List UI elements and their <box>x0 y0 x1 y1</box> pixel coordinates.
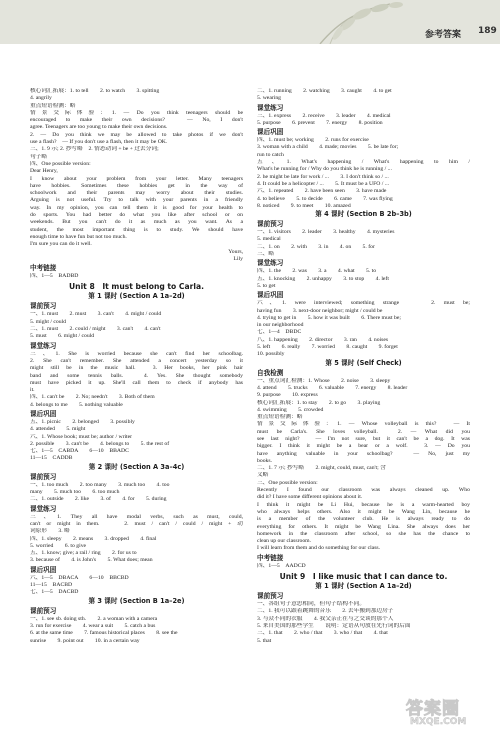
answer-line: 一、1. must 2. must 3. can't 4. might / could <box>30 311 162 318</box>
answer-line: 二、1. 我可以跟着跳舞的音乐 2. 去年搬到那边房子 <box>257 608 394 615</box>
answer-line: 四、1—5 BADBD <box>30 273 79 280</box>
answer-line: 5. wearing <box>257 95 282 102</box>
answer-line: 四、One possible version: <box>30 160 91 167</box>
answer-line: 4. swimming 5. crowded <box>257 406 324 413</box>
lesson-title: 第 2 课时 (Section A 3a–4c) <box>88 462 185 471</box>
answer-line: 三、1. She is worried because she can't find her schoolbag. <box>30 350 243 357</box>
answer-line: 一、1. too much 2. too many 3. much too 4. too <box>30 481 170 488</box>
answer-line: everything for others. It might be Wang Lina. She always does her <box>257 523 470 530</box>
section-heading: 课堂练习 <box>257 103 284 112</box>
answer-line: 三、1. They all have modal verbs, such as must, could, <box>30 513 243 520</box>
answer-line: 三、1. express 2. receive 3. leader 4. medical <box>257 112 391 119</box>
answer-line: 四、1. sleepy 2. means 3. dropped 4. final <box>30 535 157 542</box>
section-heading: 课后巩固 <box>30 565 57 574</box>
answer-line: agree. Teenagers are too young to make their own decisions. <box>30 124 168 131</box>
answer-line: homework in the classroom after school, so she has the chance to <box>257 530 470 537</box>
answer-line: run to catch <box>257 151 284 158</box>
answer-line: have hobbies. Sometimes these hobbies get in the way of <box>30 182 243 189</box>
answer-line: 二、1. 7 示; 抄写略 2. might, could, must, can't; 含 <box>257 465 386 472</box>
answer-line: 义略 <box>257 472 269 479</box>
section-heading: 课前预习 <box>30 606 57 615</box>
answer-line: 3. 与众不同的衣服 4. 我父亲正在与之交谈的那个人 <box>257 615 394 622</box>
answer-line: 三、1. that 2. who / that 3. who / that 4. that <box>257 630 388 637</box>
left-column <box>30 88 243 728</box>
answer-line: 5. might / could <box>30 318 67 325</box>
watermark-url: MXQE.COM <box>410 717 467 727</box>
answer-line: schoolwork and their parents may worry about their studies. <box>30 190 243 197</box>
answer-line: I'm sure you can do it well. <box>30 241 92 248</box>
answer-line: Dear Henry, <box>30 168 58 175</box>
answer-line: many 5. much too 6. too much <box>30 489 120 496</box>
answer-line: 情景交际体验：1. — Whose volleyball is this? — It <box>257 421 470 428</box>
lesson-title: 第 4 课时 (Section B 2b–3b) <box>315 210 412 219</box>
right-column <box>257 88 470 728</box>
answer-line: 4. angrily <box>30 95 52 102</box>
leaf-decoration-icon <box>300 0 500 44</box>
answer-line: 六、1. Whose book; must be; author / writer <box>30 433 133 440</box>
answer-line: 四、1—5 AADCD <box>257 562 306 569</box>
answer-line: weekends. But you can't do it as much as you want. As a <box>30 219 243 226</box>
answer-line: bigger. I think it might be a bear or a wolf. 3. — Do you <box>257 443 470 450</box>
answer-line: 11—15 CADDB <box>30 455 73 462</box>
answer-line: 3. run for exercise 4. wear a suit 5. catch a bus <box>30 622 156 629</box>
answer-line: 10. possibly <box>257 351 285 358</box>
answer-line: 2. — Do you think we may be allowed to take photos if we don't <box>30 131 243 138</box>
lesson-title: 第 3 课时 (Section B 1a–2e) <box>88 596 185 605</box>
section-heading: 课堂练习 <box>257 259 284 268</box>
answer-line: 四、1. must be; working 2. runs for exercise <box>257 137 369 144</box>
lesson-title: 第 1 课时 (Section A 1a–2d) <box>88 292 185 301</box>
answer-line: 2. he might be late for work / ... 3. I don't think so / ... <box>257 173 389 180</box>
answer-line: 七、1—5 DACBD <box>30 589 79 596</box>
answer-line: 5. 来自美国的那些学生 说明：定语从句放在先行词的后面 <box>257 622 411 629</box>
answer-line: 4. to believe 5. to decide 6. came 7. was flying <box>257 195 393 202</box>
answer-line: 一、各组句子意思相同，但句子结构不同。 <box>257 601 366 608</box>
section-heading: 课后巩固 <box>257 291 284 300</box>
signature-line: Yours, <box>228 248 243 255</box>
answer-line: 三、1. 9 示; 2. 抄写略 2. 情态动词 + be + 过去分词; <box>30 146 159 153</box>
answer-line: 4. attend 5. trucks 6. valuable 7. energy 8. leader <box>257 384 408 391</box>
answer-line: 三、One possible version: <box>257 479 318 486</box>
section-heading: 自我检测 <box>257 368 284 377</box>
answer-line: 二、1. on 2. with 3. in 4. on 5. for <box>257 243 375 250</box>
answer-line: band and some tennis balls. 4. Yes. She thought somebody <box>30 372 243 379</box>
answer-line: 4. attended 5. might <box>30 426 86 433</box>
section-heading: 课前预习 <box>30 302 57 311</box>
answer-line: 情景交际体验：1. — Do you think teenagers should be <box>30 109 243 116</box>
answer-line: have anything valuable in your schoolbag? — No, just my <box>257 450 470 457</box>
answer-line: I think it might be Li Hui, because he is a warm-hearted boy <box>257 501 470 508</box>
section-heading: 课后巩固 <box>257 128 284 137</box>
section-heading: 课后巩固 <box>30 409 57 418</box>
answer-line: I know about your problem from your letter. Many teenagers <box>30 175 243 182</box>
answer-line: 5. medical <box>257 236 281 243</box>
answer-line: 一、重点词汇检测：1. Whose 2. noise 3. sleepy <box>257 377 391 384</box>
unit-title: Unit 8 It must belong to Carla. <box>69 282 204 292</box>
answer-line: 核心词汇拓展：1. to stay 2. to go 3. playing <box>257 399 381 406</box>
answer-line: 2. She can't remember. She attended a concert yesterday so it <box>30 357 243 364</box>
answer-line: 一、1. see sb. doing sth. 2. a woman with a camera <box>30 615 158 622</box>
page-header <box>0 0 500 44</box>
answer-line: 4. trying to get in 5. how it was built 6. There must be; <box>257 314 401 321</box>
answer-line: sunrise 9. point out 10. in a certain way <box>30 637 140 644</box>
section-heading: 课前预习 <box>257 220 284 229</box>
answer-line: is a member of the volunteer club. He is always ready to do <box>257 516 470 523</box>
answer-line: 二、1. outside 2. like 3. of 4. for 5. during <box>30 496 167 503</box>
watermark-text: 答案圈 <box>406 699 460 719</box>
answer-line: 句子略 <box>30 153 48 160</box>
answer-line: 4. belongs to me 5. nothing valuable <box>30 401 123 408</box>
answer-line: 核心词汇拓展：1. to tell 2. to watch 3. spitting <box>30 88 160 94</box>
answer-line: it. <box>30 387 35 394</box>
answer-line: 重点短语检测：略 <box>257 414 303 421</box>
answer-line: enough time to have fun but not too much. <box>30 233 127 240</box>
answer-line: 六、1. were interviewed; something strange 2. must be; <box>257 300 470 307</box>
answer-line: in our neighborhood <box>257 322 304 329</box>
answer-line: do sports. You had better do what you like after school or on <box>30 212 243 219</box>
answer-line: 5. left 6. really 7. worried 8. caught 9. forget <box>257 344 398 351</box>
answer-line: 11—15 BACBD <box>30 582 73 589</box>
answer-line: 5. purpose 6. prevent 7. energy 8. position <box>257 119 383 126</box>
answer-line: 5. worried 6. to give <box>30 542 87 549</box>
header-title: 参考答案 <box>425 30 462 40</box>
lesson-title: 第 5 课时 (Self Check) <box>325 358 402 367</box>
answer-line: might still be in the music hall. 3. Her books, her pink hair <box>30 365 243 372</box>
answer-line: clean up our classroom. <box>257 538 312 545</box>
section-heading: 中考链接 <box>257 553 284 562</box>
page-number: 189 <box>478 26 497 36</box>
answer-line: 二、1. running 2. watching 3. caught 4. to get <box>257 88 392 94</box>
answer-line: 七、1—5 CABDA 6—10 BBADC <box>30 448 129 455</box>
answer-line: who always helps others. Also it might be Wang Lin, because he <box>257 508 470 515</box>
answer-line: 词原形 3. 略 <box>30 528 70 535</box>
answer-line: 3. woman with a child 4. made; movies 5. be late for; <box>257 144 399 151</box>
answer-line: Arguing is not useful. Try to talk with your parents in a friendly <box>30 197 243 204</box>
answer-line: use a flash? — If you don't use a flash, then it may be OK. <box>30 139 168 146</box>
signature-line: Lily <box>233 255 243 262</box>
answer-line: 6. at the same time 7. famous historical places 8. see the <box>30 630 178 637</box>
answer-line: 3. because of 4. is John's 5. What does; mean <box>30 557 153 564</box>
answer-line: 六、1—5 DBACA 6—10 BBCBD <box>30 574 129 581</box>
section-heading: 课前预习 <box>30 472 57 481</box>
answer-line: 一、1. visitors 2. leader 3. healthy 4. mysteries <box>257 229 395 236</box>
answer-line: 4. It could be a helicopter / ... 5. It must be a UFO / ... <box>257 180 390 187</box>
answer-line: 五、1. know; give; a rail / ring 2. for us to <box>30 550 137 557</box>
answer-line: 5. that <box>257 637 272 644</box>
answer-line: 三、略 <box>257 251 275 258</box>
unit-title: Unit 9 I like music that I can dance to. <box>279 572 448 582</box>
answer-line: books. <box>257 457 273 464</box>
answer-line: can't or might in them. 2. must / can't / could / might + 动 <box>30 520 243 527</box>
answer-line: 重点短语检测：略 <box>30 102 76 109</box>
answer-line: 5. must 6. might / could <box>30 333 95 340</box>
answer-line: 二、1. must 2. could / might 3. can't 4. can't <box>30 326 161 333</box>
answer-line: must have picked it up. She'll call them to check if anybody has <box>30 379 243 386</box>
answer-line: 5. to get <box>257 282 276 289</box>
answer-line: 六、1. repeated 2. have been seen 3. have made <box>257 188 387 195</box>
answer-line: I will learn from them and do something for our class. <box>257 545 381 552</box>
answer-line: 八、1. happening 2. director 3. ran 4. noises <box>257 336 389 343</box>
answer-line: 四、1. can't be 2. No; needn't 3. Both of them <box>30 394 155 401</box>
answer-line: 8. noticed 9. to meet 10. amazed <box>257 202 351 209</box>
answer-line: 七、1—4 DBDC <box>257 329 302 336</box>
answer-line: way. In my opinion, you can tell them it is good for your health to <box>30 204 243 211</box>
answer-line: 五、1. knocking 2. unhappy 3. to stop 4. left <box>257 275 389 282</box>
answer-line: did it? I have some different opinions about it. <box>257 494 363 501</box>
answer-line: must be Carla's. She loves volleyball. 2. — What did you <box>257 428 470 435</box>
section-heading: 课堂练习 <box>30 504 57 513</box>
section-heading: 课前预习 <box>257 592 284 601</box>
section-heading: 课堂练习 <box>30 341 57 350</box>
answer-line: 9. purpose 10. express <box>257 392 318 399</box>
answer-line: encouraged to make their own decisions? — No, I don't <box>30 117 243 124</box>
answer-line: student, the most important thing is to study. We should have <box>30 226 243 233</box>
answer-line: Recently I found our classroom was always cleaned up. Who <box>257 487 470 494</box>
lesson-title: 第 1 课时 (Section A 1a–2d) <box>315 582 412 591</box>
answer-line: see last night? — I'm not sure, but it can't be a dog. It was <box>257 435 470 442</box>
answer-line: 五、1. picnic 2. belonged 3. possibly <box>30 418 135 425</box>
answer-line: 2. possible 3. can't be 4. belongs to 5. the rest of <box>30 440 170 447</box>
answer-line: having fun 3. next-door neighbor; might / could be <box>257 307 383 314</box>
section-heading: 中考链接 <box>30 264 57 273</box>
answer-line: 四、1. the 2. was 3. a 4. what 5. to <box>257 268 377 275</box>
answer-line: 五、1. What's happening / What's happening to him / <box>257 159 470 166</box>
answer-line: What's he running for / Why do you think he is running / ... <box>257 166 392 173</box>
